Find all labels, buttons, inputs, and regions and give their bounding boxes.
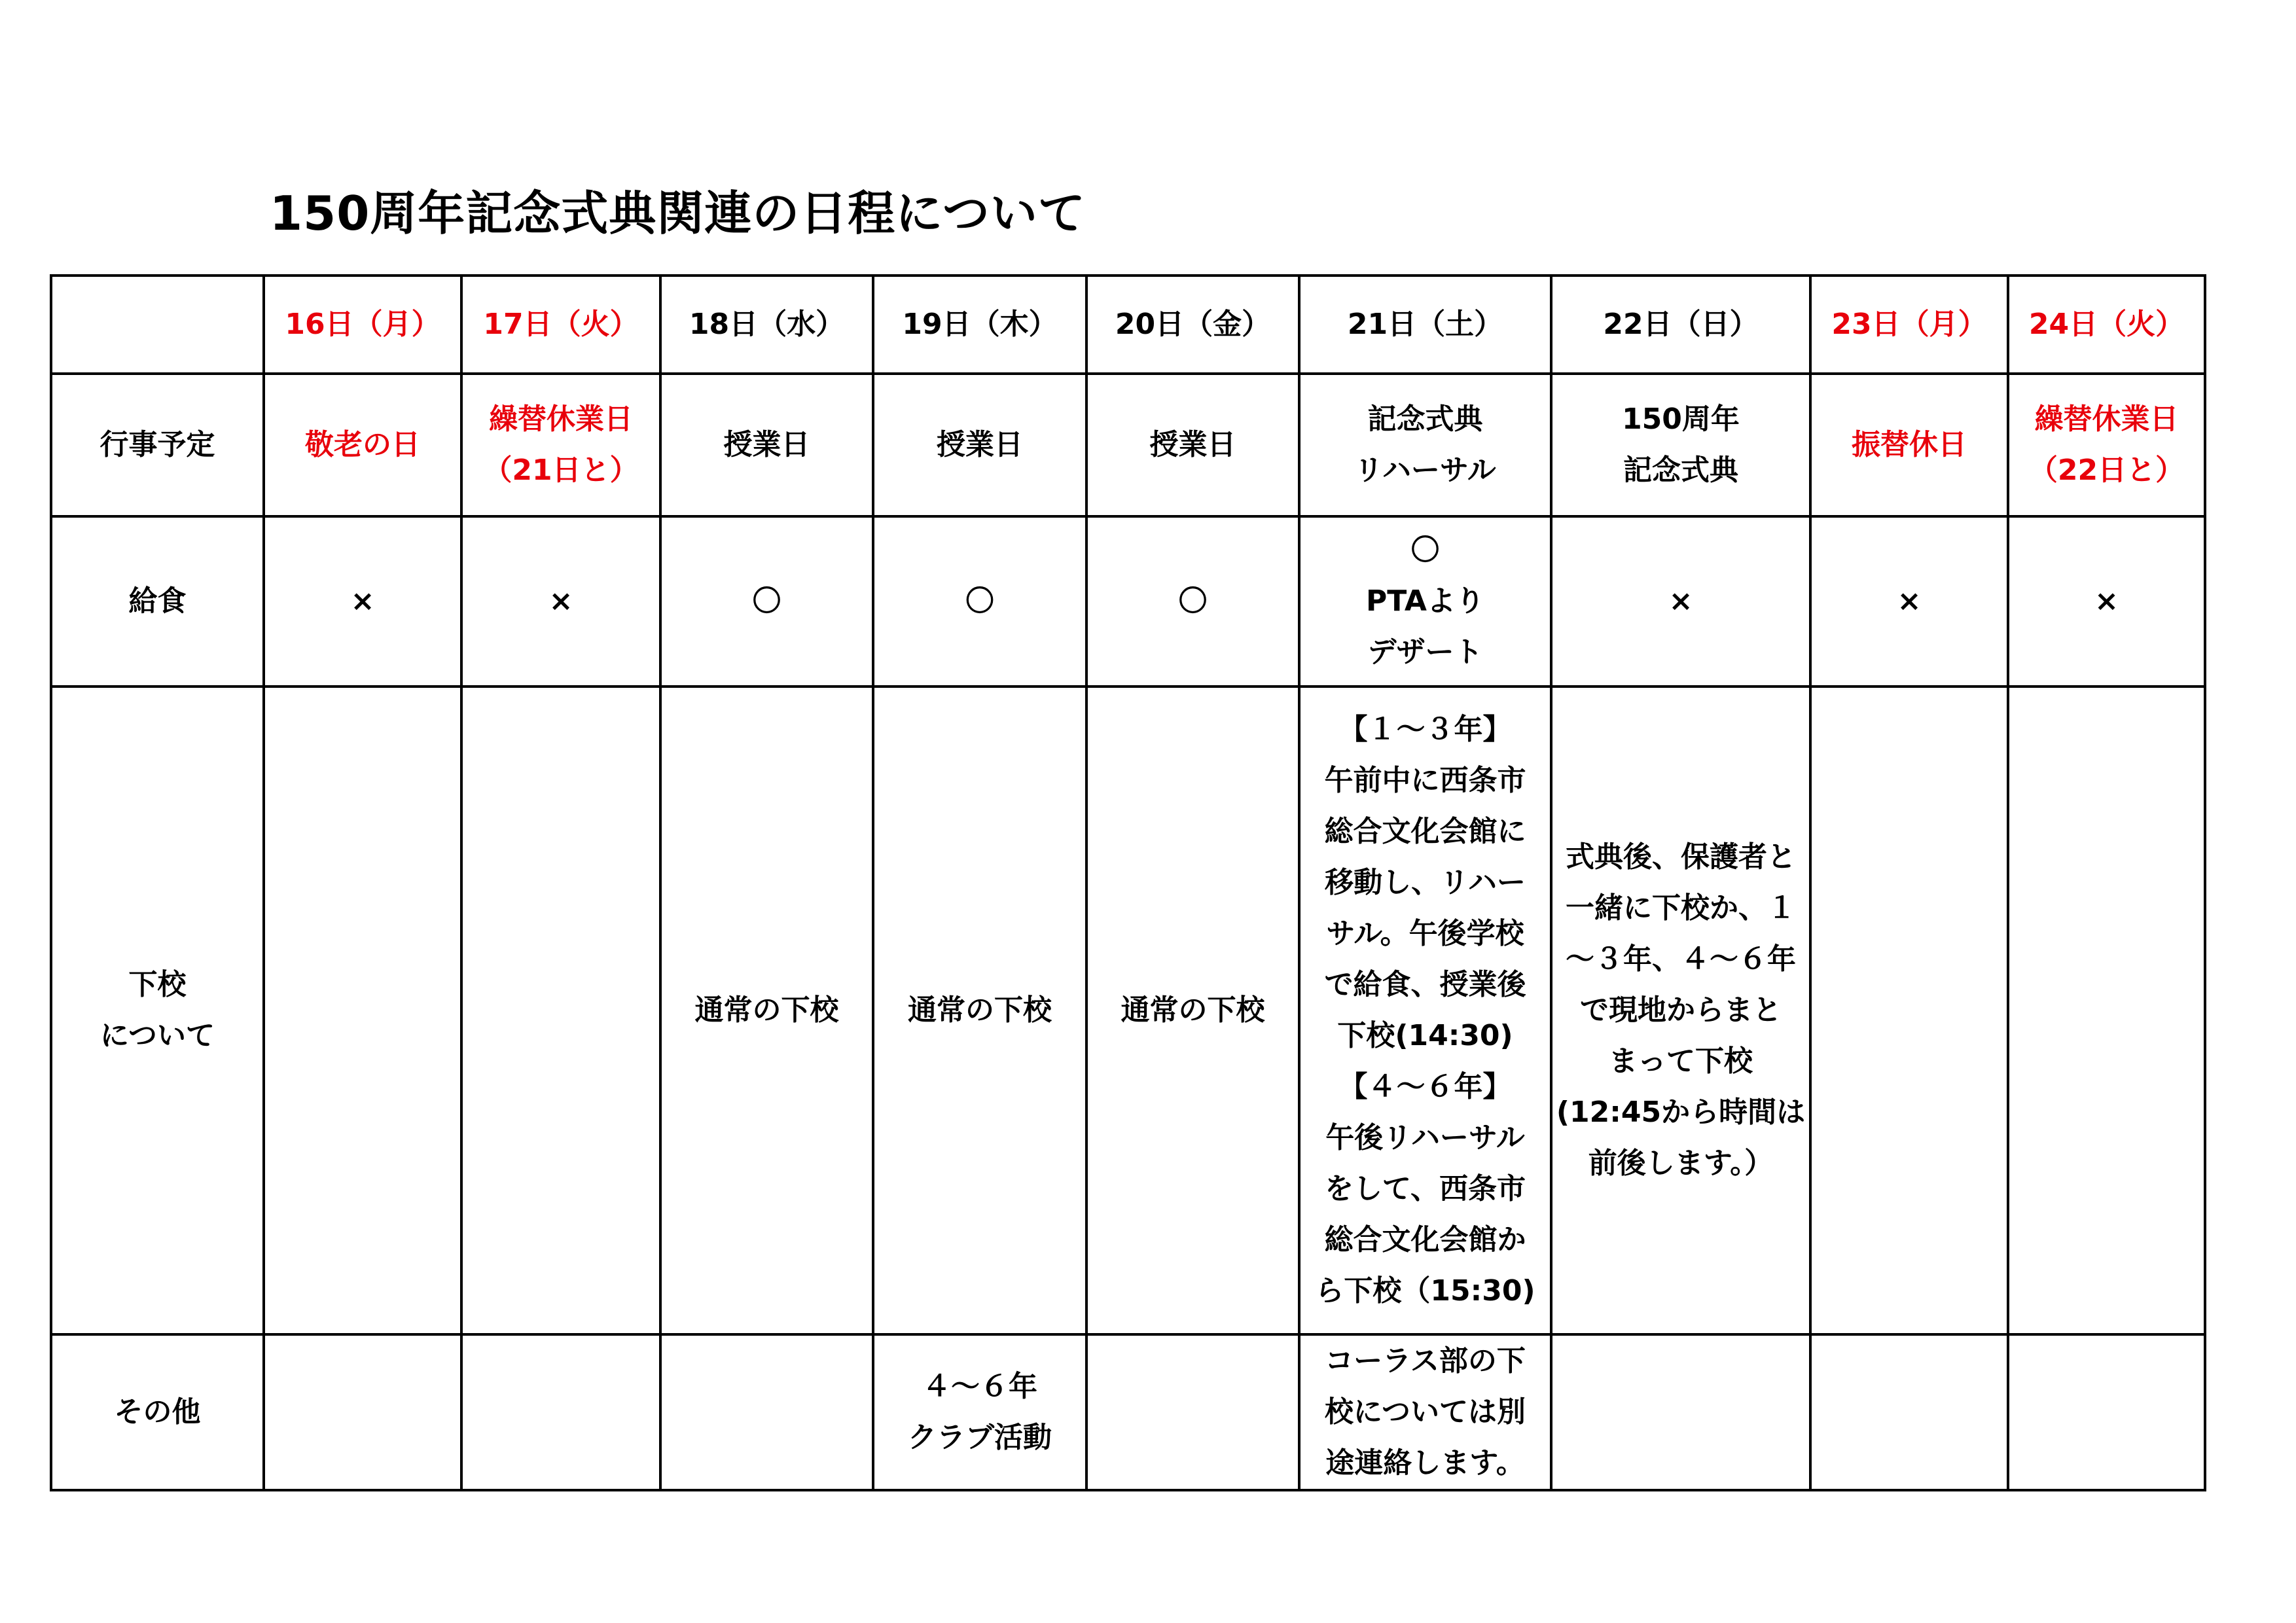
event-cell-16: 敬老の日 (264, 374, 461, 516)
page-title: 150周年記念式典関連の日程について (270, 186, 1086, 241)
row-label-lunch: 給食 (51, 516, 264, 687)
dismissal-cell-22: 式典後、保護者と 一緒に下校か、１ ～３年、４～６年 で現地からまと まって下校 (12:45から時間は 前後します。） (1551, 687, 1810, 1334)
schedule-table (50, 274, 2206, 1491)
other-cell-20 (1086, 1334, 1299, 1490)
day-header-20: 20日（金） (1086, 276, 1299, 374)
event-cell-17: 繰替休業日 （21日と） (461, 374, 660, 516)
day-header-19: 19日（木） (873, 276, 1086, 374)
day-header-24: 24日（火） (2008, 276, 2205, 374)
dismissal-row (51, 687, 2205, 1334)
other-cell-18 (660, 1334, 873, 1490)
lunch-cell-23: × (1810, 516, 2008, 687)
other-cell-21: コーラス部の下 校については別 途連絡します。 (1299, 1334, 1551, 1490)
dismissal-cell-23 (1810, 687, 2008, 1334)
day-header-16: 16日（月） (264, 276, 461, 374)
day-header-21: 21日（土） (1299, 276, 1551, 374)
dismissal-cell-17 (461, 687, 660, 1334)
day-header-22: 22日（日） (1551, 276, 1810, 374)
dismissal-cell-16 (264, 687, 461, 1334)
dismissal-cell-24 (2008, 687, 2205, 1334)
event-cell-22: 150周年 記念式典 (1551, 374, 1810, 516)
day-header-23: 23日（月） (1810, 276, 2008, 374)
other-cell-19: ４～６年 クラブ活動 (873, 1334, 1086, 1490)
day-header-18: 18日（水） (660, 276, 873, 374)
lunch-cell-18: 〇 (660, 516, 873, 687)
lunch-cell-21: 〇 PTAより デザート (1299, 516, 1551, 687)
event-cell-23: 振替休日 (1810, 374, 2008, 516)
dismissal-cell-21: 【１～３年】 午前中に西条市 総合文化会館に 移動し、リハー サル。午後学校 で給食、授業後 下校(14:30) 【４～６年】 午後リハーサル をして、西条市 総合文化会館か ら下校（15:30) (1299, 687, 1551, 1334)
other-row (51, 1334, 2205, 1490)
event-cell-24: 繰替休業日 （22日と） (2008, 374, 2205, 516)
dismissal-cell-18: 通常の下校 (660, 687, 873, 1334)
event-cell-20: 授業日 (1086, 374, 1299, 516)
lunch-cell-16: × (264, 516, 461, 687)
other-cell-16 (264, 1334, 461, 1490)
lunch-cell-19: 〇 (873, 516, 1086, 687)
dismissal-cell-20: 通常の下校 (1086, 687, 1299, 1334)
dismissal-cell-19: 通常の下校 (873, 687, 1086, 1334)
event-cell-19: 授業日 (873, 374, 1086, 516)
row-label-events: 行事予定 (51, 374, 264, 516)
other-cell-24 (2008, 1334, 2205, 1490)
row-label-other: その他 (51, 1334, 264, 1490)
events-row (51, 374, 2205, 516)
row-label-dismissal: 下校 について (51, 687, 264, 1334)
event-cell-21: 記念式典 リハーサル (1299, 374, 1551, 516)
lunch-cell-17: × (461, 516, 660, 687)
corner-cell (51, 276, 264, 374)
lunch-cell-20: 〇 (1086, 516, 1299, 687)
header-row (51, 276, 2205, 374)
event-cell-18: 授業日 (660, 374, 873, 516)
other-cell-23 (1810, 1334, 2008, 1490)
day-header-17: 17日（火） (461, 276, 660, 374)
lunch-cell-24: × (2008, 516, 2205, 687)
other-cell-22 (1551, 1334, 1810, 1490)
lunch-row (51, 516, 2205, 687)
lunch-cell-22: × (1551, 516, 1810, 687)
other-cell-17 (461, 1334, 660, 1490)
